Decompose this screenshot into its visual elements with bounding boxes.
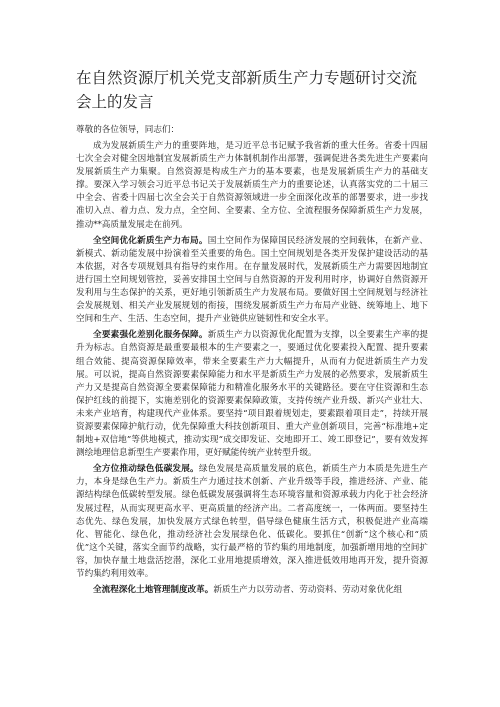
paragraph-factor-support [76, 329, 428, 460]
paragraph-lead: 全方位推动绿色低碳发展。 [93, 464, 199, 475]
paragraph-lead: 全空间优化新质生产力布局。 [93, 235, 208, 246]
paragraph-text: 成为发展新质生产力的重要阵地，是习近平总书记赋予我省新的重大任务。省委十四届七次全会对健全因地制宜发展新质生产力体制机制作出部署，强调促进各类先进生产要素向发展新质生产力集聚。自然资源是构成生产力的基本要素，也是发展新质生产力的基础支撑。要深入学习领会习近平总书记关于发展新质生产力的重要论述，认真落实党的二十届三中全会、省委十四届七次全会关于自然资源领域进一步全面深化改革的部署要求，进一步找准切入点、着力点、发力点，全空间、全要素、全方位、全流程服务保障新质生产力发展，推动**高质量发展走在前列。 [76, 141, 428, 230]
page-title: 在自然资源厅机关党支部新质生产力专题研讨交流会上的发言 [76, 69, 418, 111]
paragraph-spatial-layout [76, 235, 428, 327]
paragraph-land-reform [76, 584, 428, 597]
paragraph-intro [76, 140, 428, 232]
paragraph-lead: 全要素强化差别化服务保障。 [93, 330, 208, 341]
paragraph-text: 新质生产力以劳动者、劳动资料、劳动对象优化组 [213, 585, 403, 596]
paragraph-text: 绿色发展是高质量发展的底色，新质生产力本质是先进生产力，本身是绿色生产力。新质生产力通过技术创新、产业升级等手段，推进经济、产业、能源结构绿色低碳转型发展。绿色低碳发展强调将生态环境容量和资源承载力内化于社会经济发展过程，从而实现更高水平、更高质量的经济产出。二者高度统一，一体两面。要坚持生态优先、绿色发展，加快发展方式绿色转型，倡导绿色健康生活方式，积极促进产业高端化、智能化、绿色化，推动经济社会发展绿色化、低碳化。要抓住“创新”这个核心和“质优”这个关键，落实全面节约战略，实行最严格的节约集约用地制度，加强新增用地的空间扩容，加快存量土地盘活挖潜，深化工业用地提质增效，深入推进低效用地再开发，提升资源节约集约利用效率。 [76, 464, 428, 579]
paragraph-green-development [76, 463, 428, 581]
paragraph-text: 国土空间作为保障国民经济发展的空间载体，在新产业、新模式、新动能发展中扮演着至关重要的角色。国土空间规划是各类开发保护建设活动的基本依据，对各专项规划具有指导约束作用。在存量发展时代，发展新质生产力需要因地制宜进行国土空间规划管控，妥善安排国土空间与自然资源的开发利用时序，协调好自然资源开发利用与生态保护的关系，更好地引领新质生产力发展布局。要做好国土空间规划与经济社会发展规划、相关产业发展规划的衔接，围绕发展新质生产力布局产业链、统筹地上、地下空间和生产、生活、生态空间，提升产业链供应链韧性和安全水平。 [76, 235, 428, 325]
greeting: 尊敬的各位领导，同志们： [76, 125, 180, 135]
paragraph-lead: 全流程深化土地管理制度改革。 [93, 585, 214, 596]
paragraph-text: 新质生产力以资源优化配置为支撑，以全要素生产率的提升为标志。自然资源是最重要最根本的生产要素之一，要通过优化要素投入配置、提升要素组合效能、提高资源保障效率，带来全要素生产力大幅提升，从而有力促进新质生产力发展。可以说，提高自然资源要素保障能力和水平是新质生产力发展的必然要求，发展新质生产力又是提高自然资源全要素保障能力和精准化服务水平的关键路径。要在守住资源和生态保护红线的前提下，实施差别化的资源要素保障政策，支持传统产业升级、新兴产业壮大、未来产业培育，构建现代产业体系。要坚持“项目跟着规划走，要素跟着项目走”，持续开展资源要素保障护航行动，优先保障重大科技创新项目、重大产业创新项目，完善“标准地+定制地+双信地”等供地模式，推动实现“成交即发证、交地即开工、竣工即登记”，要有效发挥测绘地理信息新型生产要素作用，更好赋能传统产业转型升级。 [76, 330, 428, 459]
